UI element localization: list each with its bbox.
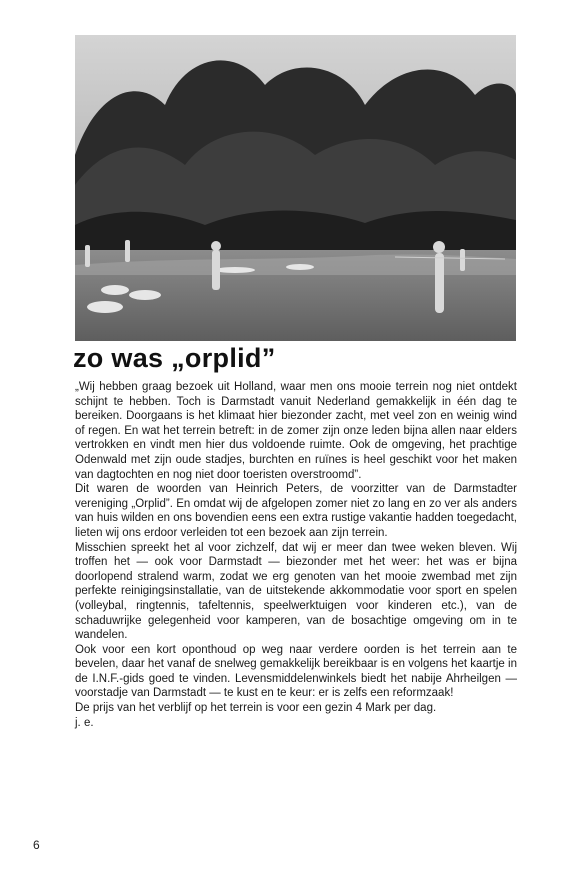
author-signature: j. e.	[75, 716, 94, 729]
article-paragraph: De prijs van het verblijf op het terrein is voor een gezin 4 Mark per dag.	[75, 702, 437, 715]
article-paragraph: Ook voor een kort oponthoud op weg naar verdere oorden is het terrein aan te bevelen, daar het vanaf de snelweg gemakkelijk bereikbaar is en volgens het kaartje in de I.N.F.-gids goed te vinden. Levensmiddelenwinkels biedt het nabije Ahrheilgen — voorstadje van Darmstadt — te kust en te keur: er is zelfs een reformzaak!	[75, 643, 517, 700]
article-photo	[75, 35, 516, 341]
photo-icon	[75, 35, 516, 341]
article-paragraph: Dit waren de woorden van Heinrich Peters, de voorzitter van de Darmstadter vereniging „Orplid”. En omdat wij de afgelopen zomer niet zo lang en zo ver als anders van huis wilden en ons bovendien eens een extra rustige vakantie hadden toegedacht, lieten wij ons erdoor verleiden tot een bezoek aan zijn terrein.	[75, 483, 517, 539]
article-title: zo was „orplid”	[73, 343, 276, 373]
page-number: 6	[33, 838, 40, 852]
article-body	[75, 380, 517, 730]
article-paragraph: „Wij hebben graag bezoek uit Holland, waar men ons mooie terrein nog niet ontdekt schijnt te hebben. Toch is Darmstadt vanuit Nederland gemakkelijk in één dag te bereiken. Doorgaans is het klimaat hier biezonder zacht, met veel zon en weinig wind of regen. En wat het terrein betreft: in de zomer zijn onze leden bijna allen naar elders vertrokken en vindt men hier dus voldoende ruimte. Ook de omgeving, het prachtige Odenwald met zijn oude stadjes, burchten en ruïnes is heel geschikt voor het maken van dagtochten en nog niet door toeristen overstroomd”.	[75, 381, 517, 481]
article-paragraph: Misschien spreekt het al voor zichzelf, dat wij er meer dan twee weken bleven. Wij troffen het — ook voor Darmstadt — biezonder met het weer: het was er bijna doorlopend stralend warm, zodat we erg genoten van het mooie zwembad met zijn perfekte reinigingsinstallatie, van de uitstekende akkommodatie voor sport en spelen (volleybal, ringtennis, tafeltennis, speelwerktuigen voor kinderen etc.), van de schaduwrijke gelegenheid voor kamperen, van de bosachtige omgeving om in te wandelen.	[75, 541, 517, 642]
